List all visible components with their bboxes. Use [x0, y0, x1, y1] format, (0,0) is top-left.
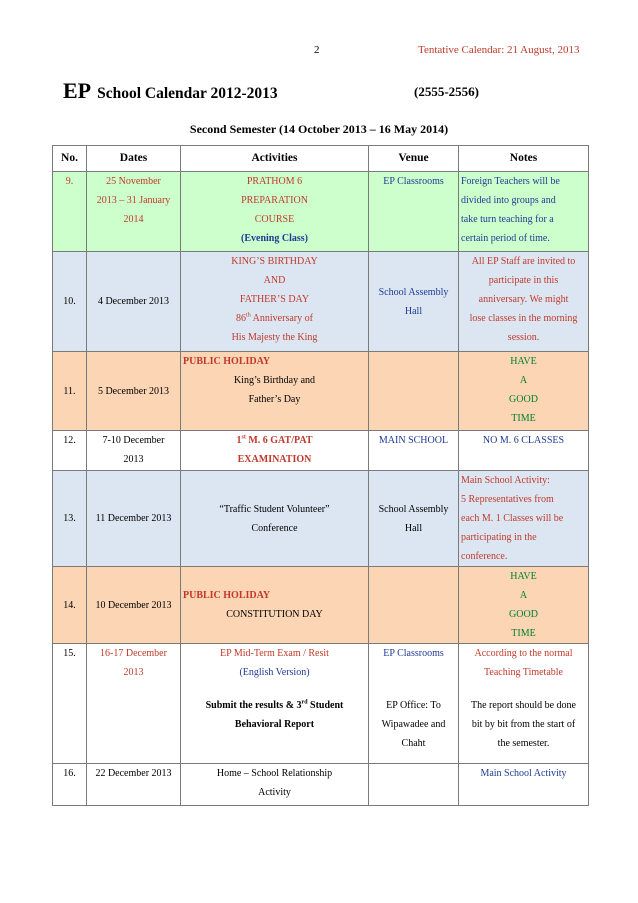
note-line: A	[519, 375, 528, 386]
cell-no: 9.	[53, 172, 87, 252]
cell-dates: 10 December 2013	[87, 567, 181, 644]
cell-notes	[459, 471, 589, 567]
note-line: certain period of time.	[461, 233, 550, 244]
page-title	[63, 78, 278, 104]
venue-line: EP Office: To	[386, 700, 441, 711]
activity-line: PUBLIC HOLIDAY	[183, 356, 271, 367]
note-line: TIME	[511, 628, 536, 639]
venue-line: School Assembly	[378, 503, 449, 515]
ordinal-number: 1	[236, 435, 242, 446]
note-line: take turn teaching for a	[461, 214, 554, 225]
cell-venue	[369, 567, 459, 644]
ordinal-text: M. 6 GAT/PAT	[248, 435, 313, 446]
cell-activities	[181, 471, 369, 567]
activity-line	[183, 309, 366, 328]
note-line: 5 Representatives from	[461, 494, 554, 505]
cell-venue: EP Classrooms	[369, 172, 459, 252]
ordinal-suffix: th	[246, 312, 251, 319]
activity-line: Conference	[251, 522, 298, 534]
col-header-dates: Dates	[87, 146, 181, 172]
table-row	[53, 567, 589, 644]
note-line: the semester.	[497, 738, 550, 749]
page-number: 2	[314, 44, 320, 56]
activity-line: Behavioral Report	[234, 719, 315, 730]
activity-line: “Traffic Student Volunteer”	[219, 503, 330, 515]
venue-line: EP Classrooms	[383, 648, 444, 659]
cell-activities	[181, 567, 369, 644]
note-line: According to the normal	[474, 648, 573, 659]
note-line: divided into groups and	[461, 195, 556, 206]
col-header-venue: Venue	[369, 146, 459, 172]
table-row	[53, 644, 589, 764]
cell-notes: Main School Activity	[459, 764, 589, 806]
table-row	[53, 764, 589, 806]
cell-dates: 5 December 2013	[87, 352, 181, 431]
cell-notes	[459, 252, 589, 352]
table-row	[53, 431, 589, 471]
activity-line: EP Mid-Term Exam / Resit	[220, 648, 329, 659]
activity-line: PRATHOM 6	[246, 176, 303, 187]
ordinal-text: Student	[310, 700, 344, 711]
table-row	[53, 172, 589, 252]
note-line: Main School Activity:	[461, 475, 550, 486]
date-line: 2013 – 31 January	[96, 195, 171, 206]
cell-notes	[459, 567, 589, 644]
note-line: TIME	[511, 413, 536, 424]
cell-venue	[369, 764, 459, 806]
ordinal-suffix: st	[241, 434, 246, 441]
cell-dates	[87, 172, 181, 252]
note-line: conference.	[461, 551, 508, 562]
date-line: 16-17 December	[100, 648, 167, 659]
spacer	[183, 682, 366, 696]
cell-no: 10.	[53, 252, 87, 352]
note-line: participating in the	[461, 532, 537, 543]
col-header-no: No.	[53, 146, 87, 172]
ordinal-text: Anniversary of	[252, 313, 313, 324]
cell-no: 16.	[53, 764, 87, 806]
note-line: anniversary. We might	[478, 294, 569, 305]
cell-activities	[181, 172, 369, 252]
note-line: Foreign Teachers will be	[461, 176, 560, 187]
activity-line: (Evening Class)	[241, 233, 308, 244]
title-years: (2555-2556)	[414, 84, 479, 99]
venue-line: Chaht	[401, 738, 426, 749]
cell-no: 15.	[53, 644, 87, 764]
date-line: 7-10 December	[102, 435, 165, 446]
activity-line: His Majesty the King	[231, 332, 318, 343]
semester-heading: Second Semester (14 October 2013 – 16 May 2014)	[189, 122, 449, 136]
activity-line: AND	[263, 275, 286, 286]
cell-notes	[459, 644, 589, 764]
cell-venue: MAIN SCHOOL	[369, 431, 459, 471]
activity-line	[183, 696, 366, 715]
spacer	[371, 682, 456, 696]
col-header-activities: Activities	[181, 146, 369, 172]
cell-notes	[459, 352, 589, 431]
cell-no: 14.	[53, 567, 87, 644]
activity-line: Home – School Relationship	[216, 768, 333, 779]
activity-line: Father’s Day	[248, 394, 301, 405]
activity-line: KING’S BIRTHDAY	[231, 256, 318, 267]
cell-no: 12.	[53, 431, 87, 471]
date-line: 25 November	[106, 176, 161, 187]
note-line: each M. 1 Classes will be	[461, 513, 564, 524]
spacer	[461, 682, 586, 696]
activity-line: EXAMINATION	[237, 454, 312, 465]
title-rest: School Calendar 2012-2013	[97, 85, 278, 102]
note-line: HAVE	[510, 571, 537, 582]
note-line: session.	[507, 332, 540, 343]
title-ep: EP	[63, 78, 92, 103]
note-line: participate in this	[488, 275, 559, 286]
cell-dates	[87, 431, 181, 471]
venue-line: Hall	[404, 305, 423, 317]
cell-notes	[459, 172, 589, 252]
ordinal-suffix: rd	[301, 699, 308, 706]
cell-no: 11.	[53, 352, 87, 431]
activity-line: PREPARATION	[241, 195, 308, 206]
cell-activities	[181, 764, 369, 806]
note-line: All EP Staff are invited to	[471, 256, 576, 267]
date-line: 2013	[123, 667, 144, 678]
table-row	[53, 252, 589, 352]
activity-line: Activity	[258, 787, 291, 798]
table-row	[53, 352, 589, 431]
note-line: GOOD	[509, 609, 538, 620]
cell-dates: 22 December 2013	[87, 764, 181, 806]
activity-line: FATHER’S DAY	[239, 294, 310, 305]
ordinal-text: Submit the results & 3	[205, 700, 302, 711]
calendar-table	[52, 145, 589, 806]
activity-line: King’s Birthday and	[233, 375, 316, 386]
cell-activities	[181, 352, 369, 431]
note-line: A	[519, 590, 528, 601]
venue-line: School Assembly	[378, 286, 449, 298]
note-line: HAVE	[510, 356, 537, 367]
table-row	[53, 471, 589, 567]
activity-line: CONSTITUTION DAY	[226, 609, 323, 620]
cell-activities	[181, 644, 369, 764]
cell-dates: 4 December 2013	[87, 252, 181, 352]
tentative-date: Tentative Calendar: 21 August, 2013	[418, 44, 580, 56]
cell-venue	[369, 471, 459, 567]
activity-line: PUBLIC HOLIDAY	[183, 590, 271, 601]
venue-line: Wipawadee and	[381, 719, 446, 730]
note-line: GOOD	[509, 394, 538, 405]
cell-no: 13.	[53, 471, 87, 567]
cell-dates	[87, 644, 181, 764]
cell-venue	[369, 644, 459, 764]
note-line: The report should be done	[471, 700, 576, 711]
cell-activities	[181, 252, 369, 352]
activity-line: COURSE	[254, 214, 295, 225]
ordinal-number: 86	[236, 313, 247, 324]
note-line: lose classes in the morning	[469, 313, 578, 324]
cell-activities	[181, 431, 369, 471]
activity-line	[183, 431, 366, 450]
table-header-row	[53, 146, 589, 172]
date-line: 2014	[123, 214, 144, 225]
cell-venue	[369, 352, 459, 431]
venue-spacer	[371, 663, 456, 682]
cell-venue	[369, 252, 459, 352]
venue-line: Hall	[404, 522, 423, 534]
date-line: 2013	[123, 454, 144, 465]
cell-notes: NO M. 6 CLASSES	[459, 431, 589, 471]
note-line: Teaching Timetable	[483, 667, 563, 678]
cell-dates: 11 December 2013	[87, 471, 181, 567]
col-header-notes: Notes	[459, 146, 589, 172]
activity-line: (English Version)	[239, 667, 310, 678]
note-line: bit by bit from the start of	[471, 719, 576, 730]
